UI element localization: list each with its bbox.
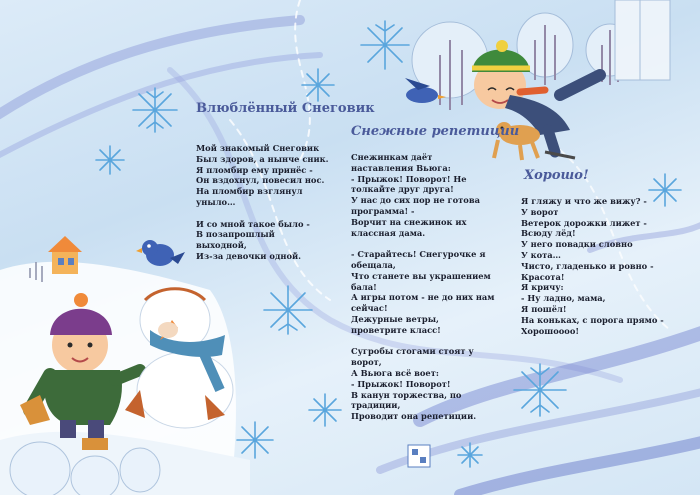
poem-line: - Ну ладно, мама, xyxy=(521,293,606,304)
poem-line: Я кричу: xyxy=(521,282,564,293)
poem-line: выходной, xyxy=(196,240,247,251)
poem-line: - Прыжок! Поворот! Не xyxy=(351,173,467,184)
poem-line: Был здоров, а нынче сник. xyxy=(196,153,329,164)
poem-line: толкайте друг друга! xyxy=(351,184,454,195)
poem-line: Ветерок дорожки лижет - xyxy=(521,217,647,228)
poem-1-title xyxy=(196,102,375,116)
poem-line: Дежурные ветры, xyxy=(351,313,439,324)
poem-line: На пломбир взглянул xyxy=(196,186,303,197)
poem-line: сейчас! xyxy=(351,303,388,314)
poem-line: В позапрошлый xyxy=(196,229,275,240)
stanza-gap xyxy=(351,336,495,347)
poem-line: Я пошёл! xyxy=(521,303,567,314)
poem-line: Что станете вы украшением xyxy=(351,270,491,281)
poem-line: Всюду лёд! xyxy=(521,228,576,239)
poem-line: На коньках, с порога прямо - xyxy=(521,314,664,325)
poem-2-body xyxy=(351,152,495,422)
poem-line: В канун торжества, по xyxy=(351,389,462,400)
poem-line: Хорошоооо! xyxy=(521,325,580,336)
poem-3-title-line: Хорошо! xyxy=(524,168,589,183)
poem-line: бала! xyxy=(351,281,377,292)
poem-line: И со мной такое было - xyxy=(196,218,310,229)
poem-line: наставления Вьюга: xyxy=(351,162,451,173)
publisher-logo xyxy=(408,445,430,467)
poem-line: - Прыжок! Поворот! xyxy=(351,378,451,389)
poem-line: Чисто, гладенько и ровно - xyxy=(521,260,654,271)
poem-line: Сугробы стогами стоят у xyxy=(351,346,474,357)
stanza-gap xyxy=(196,208,329,219)
poem-line: У него повадки словно xyxy=(521,239,633,250)
poem-line: Я гляжу и что же вижу? - xyxy=(521,196,647,206)
poem-line: проветрите класс! xyxy=(351,324,441,335)
bird-illustration xyxy=(136,240,185,266)
poem-2-title-line: Снежные репетиции xyxy=(351,124,520,139)
poem-line: Ворчит на снежинок их xyxy=(351,216,467,227)
poem-1-body xyxy=(196,143,329,262)
poem-line: ворот, xyxy=(351,357,382,368)
poem-line: Проводит она репетиции. xyxy=(351,411,477,422)
poem-line: Я пломбир ему принёс - xyxy=(196,164,313,175)
poem-line: Снежинкам даёт xyxy=(351,152,433,162)
poem-line: традиции, xyxy=(351,400,401,411)
poem-line: программа! - xyxy=(351,205,415,216)
poem-1-title-line: Снеговик xyxy=(301,101,375,116)
poem-line: Он вздохнул, повесил нос. xyxy=(196,175,325,186)
poem-line: А игры потом - не до них нам xyxy=(351,292,495,303)
poem-line: классная дама. xyxy=(351,227,426,238)
poem-line: обещала, xyxy=(351,259,396,270)
poem-line: Красота! xyxy=(521,271,565,282)
poem-line: - Старайтесь! Снегурочке я xyxy=(351,249,486,260)
poem-line: А Вьюга всё воет: xyxy=(351,367,439,378)
poem-1-title-line: Влюблённый xyxy=(196,101,298,116)
poem-line: Мой знакомый Снеговик xyxy=(196,143,320,153)
poem-2-title xyxy=(351,125,519,139)
poem-line: У ворот xyxy=(521,206,559,217)
poem-3-title xyxy=(524,169,589,183)
poem-line: Из-за девочки одной. xyxy=(196,250,302,261)
poem-line: У кота… xyxy=(521,249,561,260)
poem-line: У нас до сих пор не готова xyxy=(351,195,480,206)
stanza-gap xyxy=(351,238,495,249)
poem-3-body xyxy=(521,196,664,336)
poem-line: уныло… xyxy=(196,196,236,207)
